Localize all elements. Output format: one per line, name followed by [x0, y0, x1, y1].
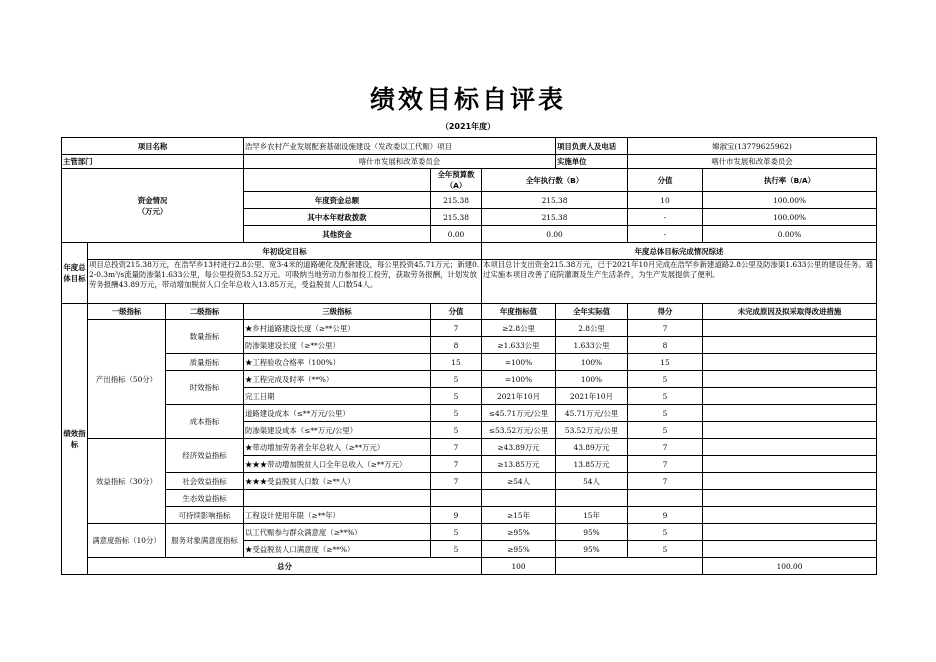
actual-cell: 15年: [556, 507, 628, 524]
get-cell: 7: [628, 456, 703, 473]
indicator-row: [62, 405, 877, 422]
indicator-row: [62, 320, 877, 337]
goals-header-row: [62, 243, 877, 260]
dept-label: 主管部门: [62, 155, 244, 169]
l2-ecological: 生态效益指标: [166, 490, 244, 507]
funds-label: [62, 169, 244, 243]
funds-row-label: 其中本年财政拨款: [244, 209, 431, 226]
actual-cell: 100%: [556, 371, 628, 388]
header-get: 得分: [628, 304, 703, 320]
project-name: 浩罕乡农村产业发展配套基础设施建设（发改委以工代赈）项目: [244, 138, 556, 155]
l1-output: 产出指标（50分）: [88, 320, 166, 439]
l2-quantity: 数量指标: [166, 320, 244, 354]
actual-cell: 54人: [556, 473, 628, 490]
completion-summary-label: 年度总体目标完成情况综述: [482, 243, 877, 260]
get-cell: 7: [628, 439, 703, 456]
l1-satisfaction: 满意度指标（10分）: [88, 524, 166, 558]
target-cell: ≤45.71万元/公里: [482, 405, 556, 422]
funds-header-blank: [244, 169, 431, 192]
total-blank: [556, 558, 703, 575]
header-notes: 未完成原因及拟采取得改进措施: [703, 304, 877, 320]
initial-goal-label: 年初设定目标: [88, 243, 482, 260]
funds-score: -: [628, 226, 703, 243]
l2-service: 服务对象满意度指标: [166, 524, 244, 558]
target-cell: ≥54人: [482, 473, 556, 490]
l3-cell: ★工程验收合格率（100%）: [244, 354, 431, 371]
total-get: 100.00: [703, 558, 877, 575]
owner-contact: 嫦淑宝(13779625962): [628, 138, 877, 155]
l2-cost: 成本指标: [166, 405, 244, 439]
l3-cell: 防渗渠建设长度（≥**公里）: [244, 337, 431, 354]
target-cell: ≥95%: [482, 541, 556, 558]
col-score: 分值: [628, 169, 703, 192]
funds-label-line2: （万元）: [137, 206, 168, 216]
l3-cell: 工程设计使用年限（≥**年）: [244, 507, 431, 524]
l3-cell: 防渗渠建设成本（≤**万元/公里）: [244, 422, 431, 439]
get-cell: 5: [628, 422, 703, 439]
get-cell: 5: [628, 524, 703, 541]
target-cell: =100%: [482, 354, 556, 371]
l1-benefit: 效益指标（30分）: [88, 439, 166, 524]
funds-exec: 215.38: [482, 192, 628, 209]
actual-cell: 13.85万元: [556, 456, 628, 473]
target-cell: ≥13.85万元: [482, 456, 556, 473]
impl-unit: 喀什市发展和改革委员会: [628, 155, 877, 169]
target-cell: ≥95%: [482, 524, 556, 541]
notes-cell: [703, 422, 877, 439]
total-row: [62, 558, 877, 575]
header-score: 分值: [431, 304, 482, 320]
actual-cell: 1.633公里: [556, 337, 628, 354]
get-cell: 7: [628, 320, 703, 337]
indicator-row: [62, 473, 877, 490]
funds-budget: 215.38: [431, 209, 482, 226]
actual-cell: 95%: [556, 541, 628, 558]
score-cell: 5: [431, 524, 482, 541]
get-cell: 8: [628, 337, 703, 354]
funds-score: -: [628, 209, 703, 226]
score-cell: 5: [431, 541, 482, 558]
target-cell: ≥1.633公里: [482, 337, 556, 354]
funds-rate: 100.00%: [703, 209, 877, 226]
score-cell: 8: [431, 337, 482, 354]
l2-quality: 质量指标: [166, 354, 244, 371]
score-cell: 7: [431, 473, 482, 490]
indicator-row: [62, 490, 877, 507]
get-cell: 5: [628, 388, 703, 405]
perf-header-row: [62, 304, 877, 320]
actual-cell: 43.89万元: [556, 439, 628, 456]
funds-exec: 215.38: [482, 209, 628, 226]
l2-sustainable: 可持续影响指标: [166, 507, 244, 524]
notes-cell: [703, 541, 877, 558]
notes-cell: [703, 507, 877, 524]
indicator-row: [62, 507, 877, 524]
score-cell: 5: [431, 371, 482, 388]
col-budget: 全年预算数（A）: [431, 169, 482, 192]
notes-cell: [703, 388, 877, 405]
score-cell: 5: [431, 388, 482, 405]
get-cell: 5: [628, 405, 703, 422]
impl-label: 实施单位: [556, 155, 628, 169]
funds-budget: 215.38: [431, 192, 482, 209]
get-cell: 5: [628, 371, 703, 388]
notes-cell: [703, 337, 877, 354]
l2-social: 社会效益指标: [166, 473, 244, 490]
target-cell: =100%: [482, 371, 556, 388]
score-cell: 9: [431, 507, 482, 524]
l3-cell: [244, 490, 431, 507]
funds-score: 10: [628, 192, 703, 209]
notes-cell: [703, 439, 877, 456]
notes-cell: [703, 320, 877, 337]
header-actual: 全年实际值: [556, 304, 628, 320]
target-cell: ≥15年: [482, 507, 556, 524]
header-l1: 一级指标: [88, 304, 166, 320]
target-cell: ≤53.52万元/公里: [482, 422, 556, 439]
funds-budget: 0.00: [431, 226, 482, 243]
page-title: 绩效目标自评表: [369, 85, 566, 114]
target-cell: 2021年10月: [482, 388, 556, 405]
l2-timeliness: 时效指标: [166, 371, 244, 405]
actual-cell: 45.71万元/公里: [556, 405, 628, 422]
indicator-row: [62, 439, 877, 456]
l3-cell: ★带动增加劳务者全年总收入（≥**万元）: [244, 439, 431, 456]
get-cell: 9: [628, 507, 703, 524]
actual-cell: 100%: [556, 354, 628, 371]
score-cell: [431, 490, 482, 507]
score-cell: 7: [431, 439, 482, 456]
goals-side-label: 年度总体目标: [62, 243, 88, 304]
target-cell: ≥2.8公里: [482, 320, 556, 337]
get-cell: 15: [628, 354, 703, 371]
get-cell: 7: [628, 473, 703, 490]
header-target: 年度指标值: [482, 304, 556, 320]
l2-economic: 经济效益指标: [166, 439, 244, 473]
notes-cell: [703, 524, 877, 541]
initial-goal-text: 项目总投资215.38万元，在浩罕乡13村进行2.8公里、宽3-4米的道路硬化及配套建设，每公里投资45.71万元；新建0.2-0.3m³/s流量防渗渠1.633公里，每公里投资53.52万元。可吸纳当地劳动力参加投工投劳，获取劳务报酬，计划发放劳务报酬43.89万元，带动增加脱贫人口全年总收入13.85万元，受益脱贫人口数54人。: [88, 260, 482, 304]
total-score: 100: [482, 558, 556, 575]
funds-rate: 100.00%: [703, 192, 877, 209]
score-cell: 7: [431, 320, 482, 337]
actual-cell: 2021年10月: [556, 388, 628, 405]
col-rate: 执行率（B/A）: [703, 169, 877, 192]
funds-row-label: 年度资金总额: [244, 192, 431, 209]
get-cell: 5: [628, 541, 703, 558]
score-cell: 7: [431, 456, 482, 473]
funds-header-row: [62, 169, 877, 192]
score-cell: 5: [431, 405, 482, 422]
goals-text-row: [62, 260, 877, 304]
target-cell: ≥43.89万元: [482, 439, 556, 456]
l3-cell: ★乡村道路建设长度（≥**公里）: [244, 320, 431, 337]
l3-cell: ★★★带动增加脱贫人口全年总收入（≥**万元）: [244, 456, 431, 473]
notes-cell: [703, 456, 877, 473]
indicator-row: [62, 524, 877, 541]
notes-cell: [703, 405, 877, 422]
funds-row-label: 其他资金: [244, 226, 431, 243]
score-cell: 5: [431, 422, 482, 439]
funds-rate: 0.00%: [703, 226, 877, 243]
l3-cell: 道路建设成本（≤**万元/公里）: [244, 405, 431, 422]
notes-cell: [703, 490, 877, 507]
dept-row: [62, 155, 877, 169]
col-exec: 全年执行数（B）: [482, 169, 628, 192]
owner-label: 项目负责人及电话: [556, 138, 628, 155]
target-cell: [482, 490, 556, 507]
l3-cell: ★工程完成及时率（**%）: [244, 371, 431, 388]
l3-cell: ★★★受益脱贫人口数（≥**人）: [244, 473, 431, 490]
actual-cell: [556, 490, 628, 507]
notes-cell: [703, 371, 877, 388]
notes-cell: [703, 354, 877, 371]
l3-cell: 以工代赈参与群众满意度（≥**%）: [244, 524, 431, 541]
total-label: 总分: [88, 558, 482, 575]
funds-exec: 0.00: [482, 226, 628, 243]
fiscal-year: （2021年度）: [440, 122, 496, 131]
score-cell: 15: [431, 354, 482, 371]
header-l3: 三级指标: [244, 304, 431, 320]
perf-side-label: 绩效指标: [62, 304, 88, 575]
dept: 喀什市发展和改革委员会: [244, 155, 556, 169]
header-l2: 二级指标: [166, 304, 244, 320]
indicator-row: [62, 354, 877, 371]
project-name-label: 项目名称: [62, 138, 244, 155]
actual-cell: 2.8公里: [556, 320, 628, 337]
l3-cell: 完工日期: [244, 388, 431, 405]
actual-cell: 53.52万元/公里: [556, 422, 628, 439]
completion-summary-text: 本项目总计支出资金215.38万元，已于2021年10月完成在浩罕乡新建道路2.8公里及防渗渠1.633公里的建设任务。通过实施本项目改善了庭院灌溉及生产生活条件，为生产发展提供了便利。: [482, 260, 877, 304]
l3-cell: ★受益脱贫人口满意度（≥**%）: [244, 541, 431, 558]
indicator-row: [62, 371, 877, 388]
notes-cell: [703, 473, 877, 490]
performance-evaluation-table: [61, 137, 877, 575]
get-cell: [628, 490, 703, 507]
actual-cell: 95%: [556, 524, 628, 541]
funds-label-line1: 资金情况: [137, 195, 168, 205]
project-name-row: [62, 138, 877, 155]
